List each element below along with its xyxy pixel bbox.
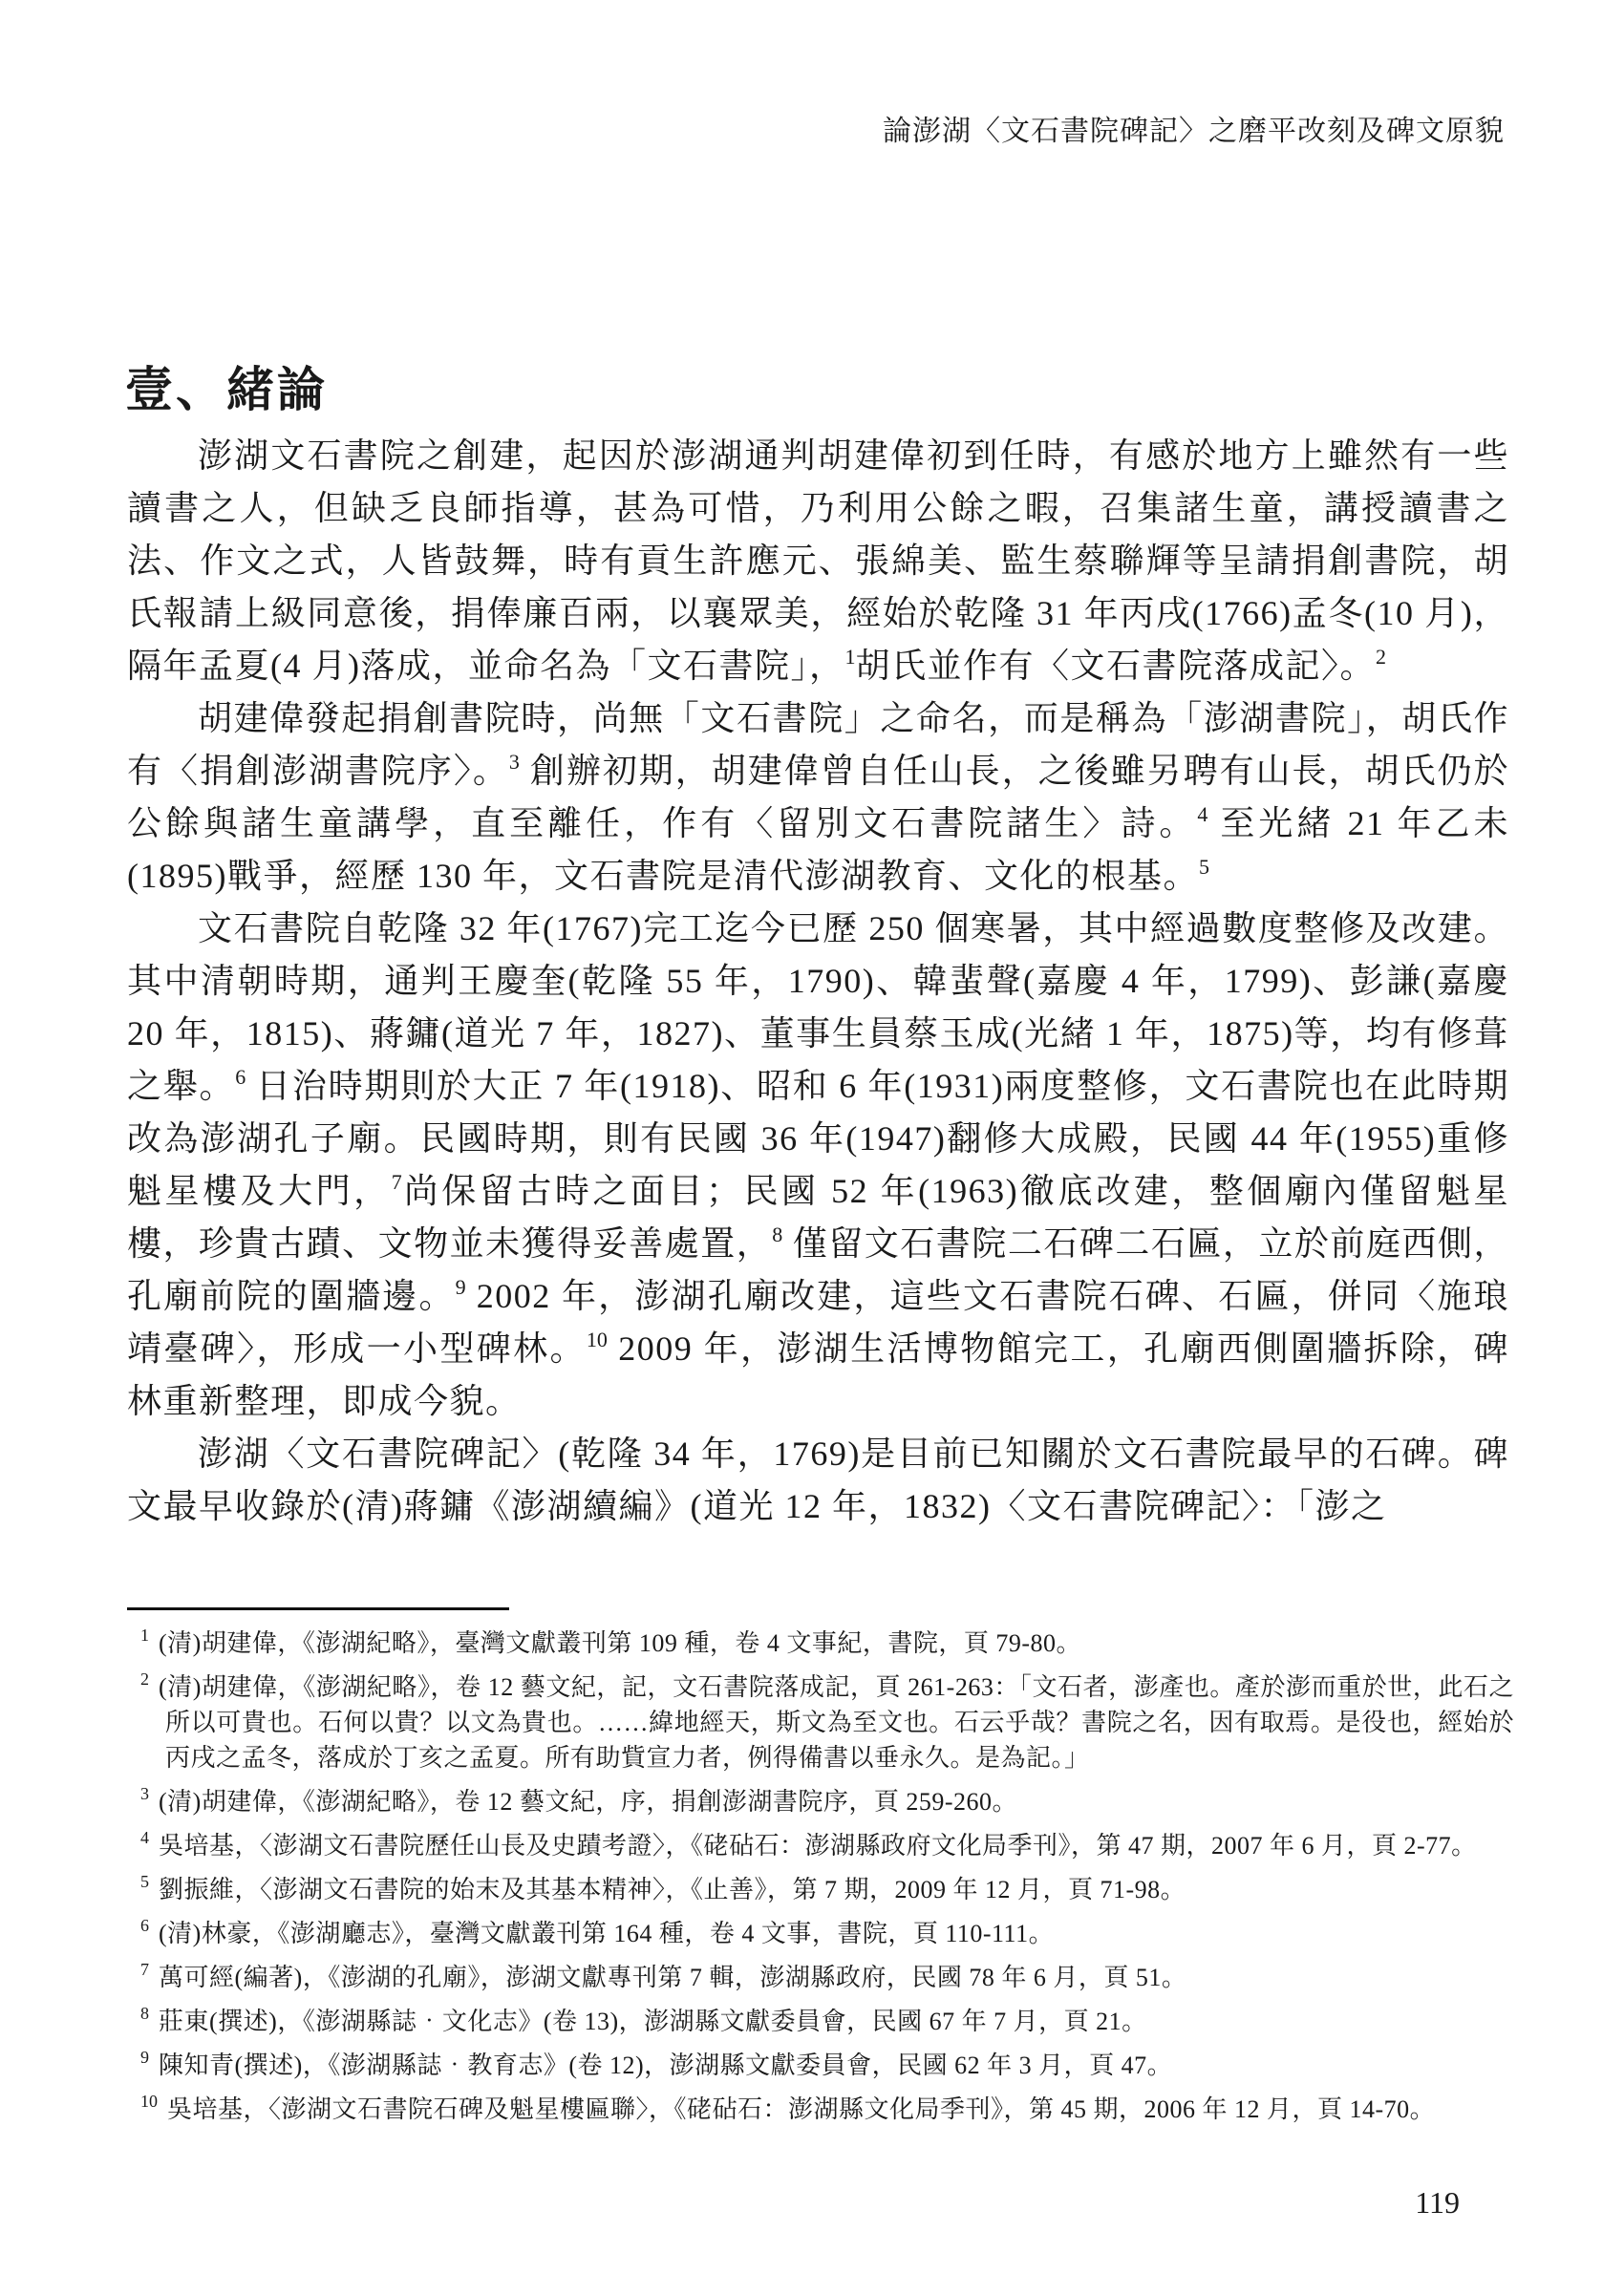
footnote-item [127,2048,1514,2083]
footnote-text: 劉振維，〈澎湖文石書院的始末及其基本精神〉，《止善》，第 7 期，2009 年 12 月，頁 71-98。 [159,1876,1186,1903]
footnote-number: 10 [140,2092,158,2111]
footnote-text: (清)胡建偉，《澎湖紀略》，卷 12 藝文紀，序，捐創澎湖書院序，頁 259-260。 [159,1788,1017,1816]
footnote-separator [127,1607,509,1610]
body-paragraph: 胡建偉發起捐創書院時，尚無「文石書院」之命名，而是稱為「澎湖書院」，胡氏作有〈捐創澎湖書院序〉。$^3$ 創辦初期，胡建偉曾自任山長，之後雖另聘有山長，胡氏仍於公餘與諸生童講學，直至離任，作有〈留別文石書院諸生〉詩。$^4$ 至光緒 21 年乙未(1895)戰爭，經歷 130 年，文石書院是清代澎湖教育、文化的根基。$^5$ [127,699,1509,895]
footnote-number: 2 [140,1669,149,1689]
footnotes-list [127,1626,1514,2136]
footnote-item [127,2004,1514,2039]
footnote-text: 萬可經(編著)，《澎湖的孔廟》，澎湖文獻專刊第 7 輯，澎湖縣政府，民國 78 年 6 月，頁 51。 [159,1964,1187,1991]
footnote-number: 8 [140,2004,149,2023]
running-head: 論澎湖〈文石書院碑記〉之磨平改刻及碑文原貌 [883,116,1505,147]
page-number: 119 [1415,2185,1460,2220]
footnote-item [127,1828,1514,1863]
footnote-item [127,1960,1514,1995]
footnote-item [127,1669,1514,1775]
footnote-text: (清)胡建偉，《澎湖紀略》，臺灣文獻叢刊第 109 種，卷 4 文事紀，書院，頁 79-80。 [159,1629,1081,1657]
footnote-ref: 5 [1198,855,1209,879]
footnote-item [127,1784,1514,1819]
footnote-item [127,1916,1514,1951]
footnote-ref: 10 [586,1328,608,1351]
footnote-number: 3 [140,1784,149,1803]
footnote-ref: 2 [1376,645,1386,669]
footnote-ref: 1 [844,645,856,669]
footnote-ref: 8 [772,1222,783,1246]
footnote-text: (清)胡建偉，《澎湖紀略》，卷 12 藝文紀，記，文石書院落成記，頁 261-263：「文石者，澎產也。產於澎而重於世，此石之所以可貴也。石何以貴？以文為貴也。……緯地經天，斯文為至文也。石云乎哉？書院之名，因有取焉。是役也，經始於丙戌之孟冬，落成於丁亥之孟夏。所有助貲宣力者，例得備書以垂永久。是為記。」 [159,1673,1514,1772]
footnote-text: 吳培基，〈澎湖文石書院石碑及魁星樓匾聯〉，《硓砧石：澎湖縣文化局季刊》，第 45 期，2006 年 12 月，頁 14-70。 [167,2095,1436,2123]
footnote-number: 4 [140,1828,149,1847]
footnote-number: 5 [140,1872,149,1891]
footnote-item [127,1872,1514,1907]
footnote-number: 6 [140,1916,149,1935]
footnote-ref: 7 [391,1170,402,1194]
body-text [127,430,1509,1533]
footnote-number: 1 [140,1626,149,1645]
footnote-item [127,2092,1514,2127]
body-paragraph: 澎湖〈文石書院碑記〉(乾隆 34 年，1769)是目前已知關於文石書院最早的石碑。碑文最早收錄於(清)蔣鏞《澎湖續編》(道光 12 年，1832)〈文石書院碑記〉：「澎之 [127,1435,1509,1525]
footnote-ref: 3 [508,750,520,774]
footnote-text: 吳培基，〈澎湖文石書院歷任山長及史蹟考證〉，《硓砧石：澎湖縣政府文化局季刊》，第 47 期，2007 年 6 月，頁 2-77。 [159,1832,1477,1860]
footnote-number: 7 [140,1960,149,1979]
body-paragraph: 澎湖文石書院之創建，起因於澎湖通判胡建偉初到任時，有感於地方上雖然有一些讀書之人，但缺乏良師指導，甚為可惜，乃利用公餘之暇，召集諸生童，講授讀書之法、作文之式，人皆鼓舞，時有貢生許應元、張綿美、監生蔡聯輝等呈請捐創書院，胡氏報請上級同意後，捐俸廉百兩，以襄眾美，經始於乾隆 31 年丙戌(1766)孟冬(10 月)，隔年孟夏(4 月)落成，並命名為「文石書院」，$^1$胡氏並作有〈文石書院落成記〉。$^2$ [127,436,1509,685]
footnote-text: 陳知青(撰述)，《澎湖縣誌‧教育志》(卷 12)，澎湖縣文獻委員會，民國 62 年 3 月，頁 47。 [159,2052,1173,2079]
footnote-number: 9 [140,2048,149,2067]
body-paragraph: 文石書院自乾隆 32 年(1767)完工迄今已歷 250 個寒暑，其中經過數度整修及改建。其中清朝時期，通判王慶奎(乾隆 55 年，1790)、韓蜚聲(嘉慶 4 年，1799)、彭謙(嘉慶 20 年，1815)、蔣鏞(道光 7 年，1827)、董事生員蔡玉成(光緒 1 年，1875)等，均有修葺之舉。$^6$ 日治時期則於大正 7 年(1918)、昭和 6 年(1931)兩度整修，文石書院也在此時期改為澎湖孔子廟。民國時期，則有民國 36 年(1947)翻修大成殿，民國 44 年(1955)重修魁星樓及大門，$^7$尚保留古時之面目；民國 52 年(1963)徹底改建，整個廟內僅留魁星樓，珍貴古蹟、文物並未獲得妥善處置，$^8$ 僅留文石書院二石碑二石匾，立於前庭西側，孔廟前院的圍牆邊。$^9$ 2002 年，澎湖孔廟改建，這些文石書院石碑、石匾，併同〈施琅靖臺碑〉，形成一小型碑林。$^{10}$ 2009 年，澎湖生活博物館完工，孔廟西側圍牆拆除，碑林重新整理，即成今貌。 [127,909,1509,1420]
section-heading: 壹、緒論 [125,363,328,416]
footnote-ref: 9 [455,1275,466,1299]
footnote-item [127,1626,1514,1661]
footnote-text: (清)林豪，《澎湖廳志》，臺灣文獻叢刊第 164 種，卷 4 文事，書院，頁 110-111。 [159,1920,1055,1947]
footnote-ref: 4 [1197,802,1208,826]
footnote-ref: 6 [235,1065,246,1089]
footnote-text: 莊東(撰述)，《澎湖縣誌‧文化志》(卷 13)，澎湖縣文獻委員會，民國 67 年 7 月，頁 21。 [159,2008,1147,2035]
